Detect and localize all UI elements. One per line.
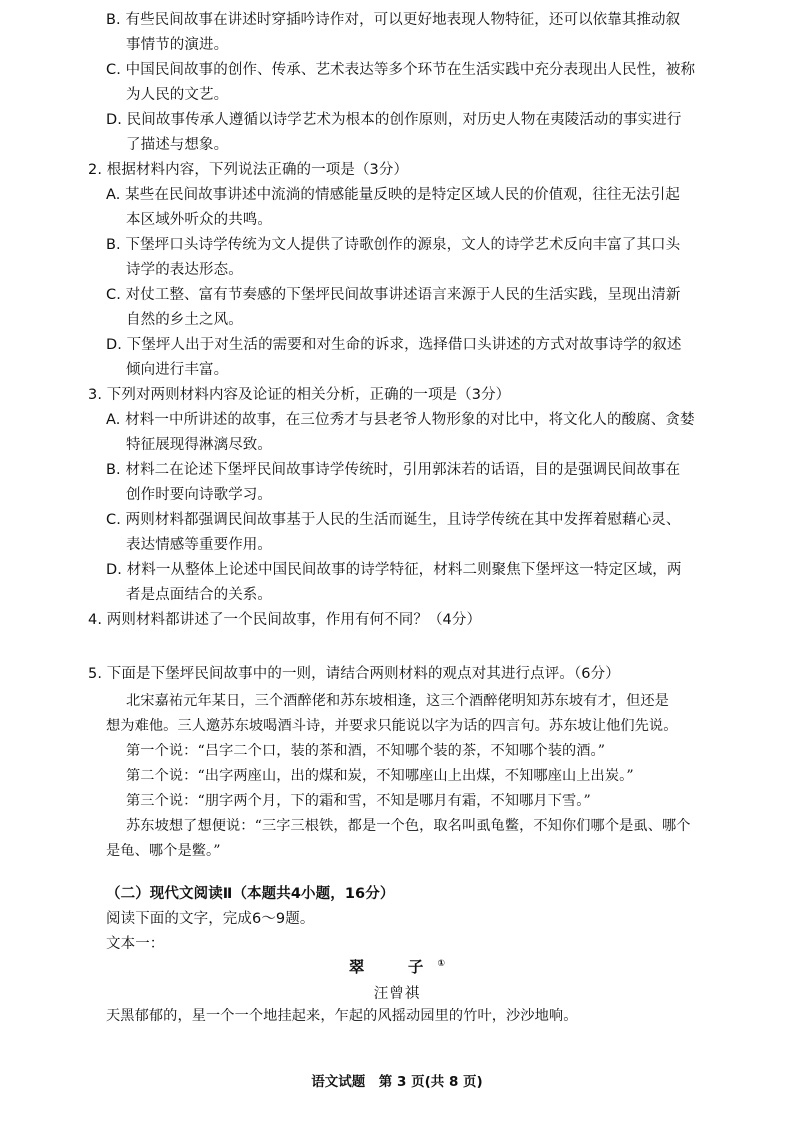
q3-option-d-line1: D. 材料一从整体上论述中国民间故事的诗学特征，材料二则聚焦下堡坪这一特定区域，两 xyxy=(106,562,682,578)
q5-story-line: 第二个说：“出字两座山，出的煤和炭，不知哪座山上出煤，不知哪座山上出炭。” xyxy=(126,768,634,784)
q5-story-line: 想为难他。三人邀苏东坡喝酒斗诗，并要求只能说以字为话的四言句。苏东坡让他们先说。 xyxy=(106,718,678,734)
q1-option-d-line1: D. 民间故事传承人遵循以诗学艺术为根本的创作原则，对历史人物在夷陵活动的事实进行 xyxy=(106,112,682,128)
q5-story-line: 苏东坡想了想便说：“三字三根铁，都是一个色，取名叫虱龟鳖，不知你们哪个是虱、哪个 xyxy=(126,818,691,834)
footnote-marker: ① xyxy=(437,958,446,969)
q2-option-a-line2: 本区域外听众的共鸣。 xyxy=(126,212,272,228)
q3-option-d-line2: 者是点面结合的关系。 xyxy=(126,587,272,603)
q1-option-b-line2: 事情节的演进。 xyxy=(126,37,229,53)
q2-option-d-line1: D. 下堡坪人出于对生活的需要和对生命的诉求，选择借口头讲述的方式对故事诗学的叙述 xyxy=(106,337,682,353)
page-footer: 语文试题 第 3 页(共 8 页) xyxy=(311,1074,483,1090)
text-label: 文本一： xyxy=(106,936,165,952)
q5-story-line: 第一个说：“吕字二个口，装的茶和酒，不知哪个装的茶，不知哪个装的酒。” xyxy=(126,743,606,759)
q3-option-c-line1: C. 两则材料都强调民间故事基于人民的生活而诞生，且诗学传统在其中发挥着慰藉心灵、 xyxy=(106,512,681,528)
q3-option-a-line2: 特征展现得淋漓尽致。 xyxy=(126,437,272,453)
q2-stem: 2. 根据材料内容，下列说法正确的一项是（3分） xyxy=(88,162,409,178)
article-title-text: 翠 子 xyxy=(348,958,438,976)
q2-option-c-line1: C. 对仗工整、富有节奏感的下堡坪民间故事讲述语言来源于人民的生活实践，呈现出清新 xyxy=(106,287,681,303)
q1-option-d-line2: 了描述与想象。 xyxy=(126,137,229,153)
article-author: 汪曾祺 xyxy=(373,986,421,1002)
q2-option-d-line2: 倾向进行丰富。 xyxy=(126,362,229,378)
q3-option-c-line2: 表达情感等重要作用。 xyxy=(126,537,272,553)
q3-option-b-line1: B. 材料二在论述下堡坪民间故事诗学传统时，引用郭沫若的话语，目的是强调民间故事在 xyxy=(106,462,681,478)
q2-option-b-line2: 诗学的表达形态。 xyxy=(126,262,243,278)
q3-option-a-line1: A. 材料一中所讲述的故事，在三位秀才与县老爷人物形象的对比中，将文化人的酸腐、贪婪 xyxy=(106,412,695,428)
q2-option-c-line2: 自然的乡土之风。 xyxy=(126,312,243,328)
q1-option-b-line1: B. 有些民间故事在讲述时穿插吟诗作对，可以更好地表现人物特征，还可以依靠其推动叙 xyxy=(106,12,681,28)
q1-option-c-line1: C. 中国民间故事的创作、传承、艺术表达等多个环节在生活实践中充分表现出人民性，被称 xyxy=(106,62,696,78)
reading-instruction: 阅读下面的文字，完成6～9题。 xyxy=(106,911,315,927)
q5-story-line: 第三个说：“朋字两个月，下的霜和雪，不知是哪月有霜，不知哪月下雪。” xyxy=(126,793,591,809)
q5-story-line: 北宋嘉祐元年某日，三个酒醉佬和苏东坡相逢，这三个酒醉佬明知苏东坡有才，但还是 xyxy=(126,693,669,709)
article-first-line: 天黑郁郁的，星一个一个地挂起来，乍起的风摇动园里的竹叶，沙沙地响。 xyxy=(106,1008,578,1024)
q5-story-line: 是龟、哪个是鳖。” xyxy=(106,843,221,859)
q2-option-b-line1: B. 下堡坪口头诗学传统为文人提供了诗歌创作的源泉，文人的诗学艺术反向丰富了其口头 xyxy=(106,237,681,253)
q1-option-c-line2: 为人民的文艺。 xyxy=(126,87,229,103)
q3-stem: 3. 下列对两则材料内容及论证的相关分析，正确的一项是（3分） xyxy=(88,387,511,403)
q4-stem: 4. 两则材料都讲述了一个民间故事，作用有何不同？（4分） xyxy=(88,612,482,628)
article-title xyxy=(0,955,794,977)
section-heading: （二）现代文阅读Ⅱ（本题共4小题，16分） xyxy=(106,886,395,902)
q5-stem: 5. 下面是下堡坪民间故事中的一则，请结合两则材料的观点对其进行点评。（6分） xyxy=(88,666,620,682)
q2-option-a-line1: A. 某些在民间故事讲述中流淌的情感能量反映的是特定区域人民的价值观，往往无法引起 xyxy=(106,187,680,203)
q3-option-b-line2: 创作时要向诗歌学习。 xyxy=(126,487,272,503)
